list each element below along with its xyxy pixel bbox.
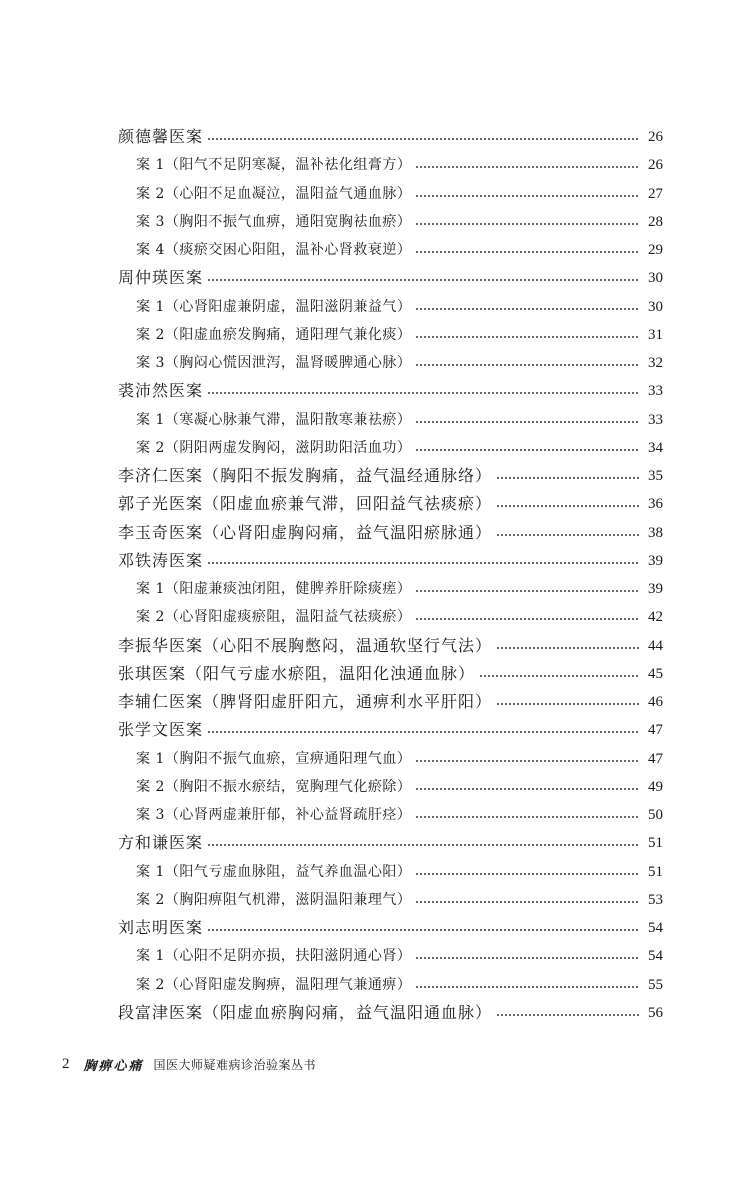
toc-subentry[interactable] (118, 208, 663, 236)
toc-entry[interactable] (118, 519, 663, 547)
toc-entry-title: 李玉奇医案（心肾阳虚胸闷痛，益气温阳瘀脉通） (118, 522, 493, 542)
toc-subentry[interactable] (118, 434, 663, 462)
toc-entry-page: 29 (648, 242, 663, 259)
dot-leader (415, 815, 639, 819)
toc-entry-title: 案 2（阳虚血瘀发胸痛，通阳理气兼化痰） (136, 326, 412, 343)
toc-entry-title: 案 2（心肾阳虚发胸痹，温阳理气兼通痹） (136, 976, 412, 993)
dot-leader (415, 222, 639, 226)
toc-subentry[interactable] (118, 151, 663, 179)
toc-subentry[interactable] (118, 406, 663, 434)
toc-subentry[interactable] (118, 971, 663, 999)
toc-entry-title: 段富津医案（阳虚血瘀胸闷痛，益气温阳通血脉） (118, 1002, 493, 1022)
toc-entry-title: 案 1（寒凝心脉兼气滞，温阳散寒兼祛瘀） (136, 411, 412, 428)
series-title: 国医大师疑难病诊治验案丛书 (153, 1058, 317, 1072)
toc-entry-page: 33 (648, 383, 663, 400)
book-title: 胸痹心痛 (83, 1059, 144, 1074)
toc-entry-page: 51 (648, 835, 663, 852)
toc-entry-title: 郭子光医案（阳虚血瘀兼气滞，回阳益气祛痰瘀） (118, 494, 493, 514)
toc-subentry[interactable] (118, 773, 663, 801)
dot-leader (496, 533, 639, 537)
dot-leader (207, 730, 639, 734)
toc-entry[interactable] (118, 688, 663, 716)
dot-leader (496, 1013, 639, 1017)
dot-leader (415, 617, 639, 621)
toc-entry-title: 案 3（胸阳不振气血痹，通阳宽胸祛血瘀） (136, 213, 412, 230)
toc-subentry[interactable] (118, 942, 663, 970)
dot-leader (415, 420, 639, 424)
dot-leader (207, 278, 639, 282)
toc-entry-title: 李振华医案（心阳不展胸憋闷，温通软坚行气法） (118, 635, 493, 655)
toc-entry-page: 47 (648, 722, 663, 739)
toc-entry-title: 案 4（痰瘀交困心阳阻，温补心肾救衰逆） (136, 242, 412, 259)
dot-leader (415, 194, 639, 198)
dot-leader (415, 787, 639, 791)
dot-leader (415, 448, 639, 452)
toc-entry-page: 54 (648, 948, 663, 965)
dot-leader (415, 307, 639, 311)
dot-leader (415, 985, 639, 989)
toc-entry-page: 56 (648, 1004, 663, 1021)
toc-entry-page: 55 (648, 976, 663, 993)
dot-leader (496, 476, 639, 480)
toc-entry-page: 44 (648, 637, 663, 654)
toc-entry-page: 32 (648, 355, 663, 372)
toc-subentry[interactable] (118, 236, 663, 264)
toc-subentry[interactable] (118, 180, 663, 208)
toc-entry-page: 53 (648, 891, 663, 908)
dot-leader (207, 843, 639, 847)
page-number: 2 (62, 1056, 70, 1072)
toc-entry-page: 45 (648, 665, 663, 682)
toc-entry[interactable] (118, 377, 663, 405)
toc-entry[interactable] (118, 999, 663, 1027)
toc-entry-title: 张学文医案 (118, 720, 204, 740)
page-footer (62, 1055, 316, 1074)
toc-entry-page: 36 (648, 496, 663, 513)
toc-entry[interactable] (118, 547, 663, 575)
toc-entry-page: 49 (648, 778, 663, 795)
toc-entry[interactable] (118, 660, 663, 688)
toc-subentry[interactable] (118, 293, 663, 321)
toc-entry-title: 案 1（阳气不足阴寒凝，温补祛化组膏方） (136, 157, 412, 174)
toc-entry-page: 26 (648, 157, 663, 174)
dot-leader (415, 165, 639, 169)
toc-entry-title: 裘沛然医案 (118, 381, 204, 401)
toc-entry-title: 颜德馨医案 (118, 127, 204, 147)
toc-entry-page: 47 (648, 750, 663, 767)
toc-entry-title: 案 2（阴阳两虚发胸闷，滋阴助阳活血功） (136, 439, 412, 456)
dot-leader (207, 928, 639, 932)
toc-subentry[interactable] (118, 349, 663, 377)
dot-leader (415, 956, 639, 960)
toc-entry-title: 案 2（胸阳痹阻气机滞，滋阴温阳兼理气） (136, 891, 412, 908)
toc-entry[interactable] (118, 264, 663, 292)
toc-subentry[interactable] (118, 886, 663, 914)
toc-entry-page: 26 (648, 129, 663, 146)
dot-leader (415, 250, 639, 254)
toc-entry-title: 案 2（心阳不足血凝泣，温阳益气通血脉） (136, 185, 412, 202)
toc-entry[interactable] (118, 632, 663, 660)
toc-entry-title: 案 1（胸阳不振气血瘀，宣痹通阳理气血） (136, 750, 412, 767)
dot-leader (415, 335, 639, 339)
toc-entry-title: 张琪医案（阳气亏虚水瘀阻，温阳化浊通血脉） (118, 663, 476, 683)
toc-entry-title: 案 1（心肾阳虚兼阴虚，温阳滋阴兼益气） (136, 298, 412, 315)
toc-entry[interactable] (118, 462, 663, 490)
dot-leader (207, 391, 639, 395)
toc-subentry[interactable] (118, 603, 663, 631)
toc-entry-page: 51 (648, 863, 663, 880)
toc-entry-page: 39 (648, 581, 663, 598)
toc-entry-page: 42 (648, 609, 663, 626)
dot-leader (415, 759, 639, 763)
toc-entry[interactable] (118, 829, 663, 857)
toc-entry-title: 邓铁涛医案 (118, 550, 204, 570)
toc-subentry[interactable] (118, 745, 663, 773)
dot-leader (496, 504, 639, 508)
toc-entry-page: 30 (648, 270, 663, 287)
toc-entry-title: 李济仁医案（胸阳不振发胸痛，益气温经通脉络） (118, 466, 493, 486)
toc-entry-title: 周仲瑛医案 (118, 268, 204, 288)
toc-entry-title: 案 2（心肾阳虚痰瘀阻，温阳益气祛痰瘀） (136, 609, 412, 626)
toc-entry[interactable] (118, 490, 663, 518)
toc-subentry[interactable] (118, 801, 663, 829)
toc-subentry[interactable] (118, 321, 663, 349)
toc-entry-page: 27 (648, 185, 663, 202)
dot-leader (415, 900, 639, 904)
toc-entry-title: 案 1（阳虚兼痰浊闭阻，健脾养肝除痰瘥） (136, 581, 412, 598)
toc-entry-title: 案 3（胸闷心慌因泄泻，温肾暖脾通心脉） (136, 355, 412, 372)
dot-leader (415, 589, 639, 593)
dot-leader (496, 702, 639, 706)
dot-leader (479, 674, 639, 678)
dot-leader (415, 363, 639, 367)
toc-entry-page: 39 (648, 552, 663, 569)
toc-entry-page: 28 (648, 213, 663, 230)
toc-entry[interactable] (118, 716, 663, 744)
toc-entry-page: 31 (648, 326, 663, 343)
toc-entry-page: 30 (648, 298, 663, 315)
toc-entry-title: 案 1（心阳不足阴亦损，扶阳滋阴通心肾） (136, 948, 412, 965)
dot-leader (207, 137, 639, 141)
toc-subentry[interactable] (118, 575, 663, 603)
toc-entry-title: 方和谦医案 (118, 833, 204, 853)
dot-leader (207, 561, 639, 565)
toc-entry[interactable] (118, 123, 663, 151)
toc-subentry[interactable] (118, 858, 663, 886)
toc-entry-title: 案 3（心肾两虚兼肝郁，补心益肾疏肝痉） (136, 807, 412, 824)
dot-leader (496, 646, 639, 650)
toc-entry-title: 刘志明医案 (118, 918, 204, 938)
toc-entry[interactable] (118, 914, 663, 942)
dot-leader (415, 872, 639, 876)
toc-entry-page: 54 (648, 920, 663, 937)
toc-entry-page: 38 (648, 524, 663, 541)
toc-entry-title: 案 1（阳气亏虚血脉阻，益气养血温心阳） (136, 863, 412, 880)
toc-entry-page: 35 (648, 468, 663, 485)
toc-entry-page: 33 (648, 411, 663, 428)
table-of-contents (118, 123, 663, 1027)
toc-entry-title: 李辅仁医案（脾肾阳虚肝阳亢，通痹利水平肝阳） (118, 692, 493, 712)
toc-entry-page: 50 (648, 807, 663, 824)
toc-entry-title: 案 2（胸阳不振水瘀结，宽胸理气化瘀除） (136, 778, 412, 795)
toc-entry-page: 46 (648, 694, 663, 711)
toc-entry-page: 34 (648, 439, 663, 456)
